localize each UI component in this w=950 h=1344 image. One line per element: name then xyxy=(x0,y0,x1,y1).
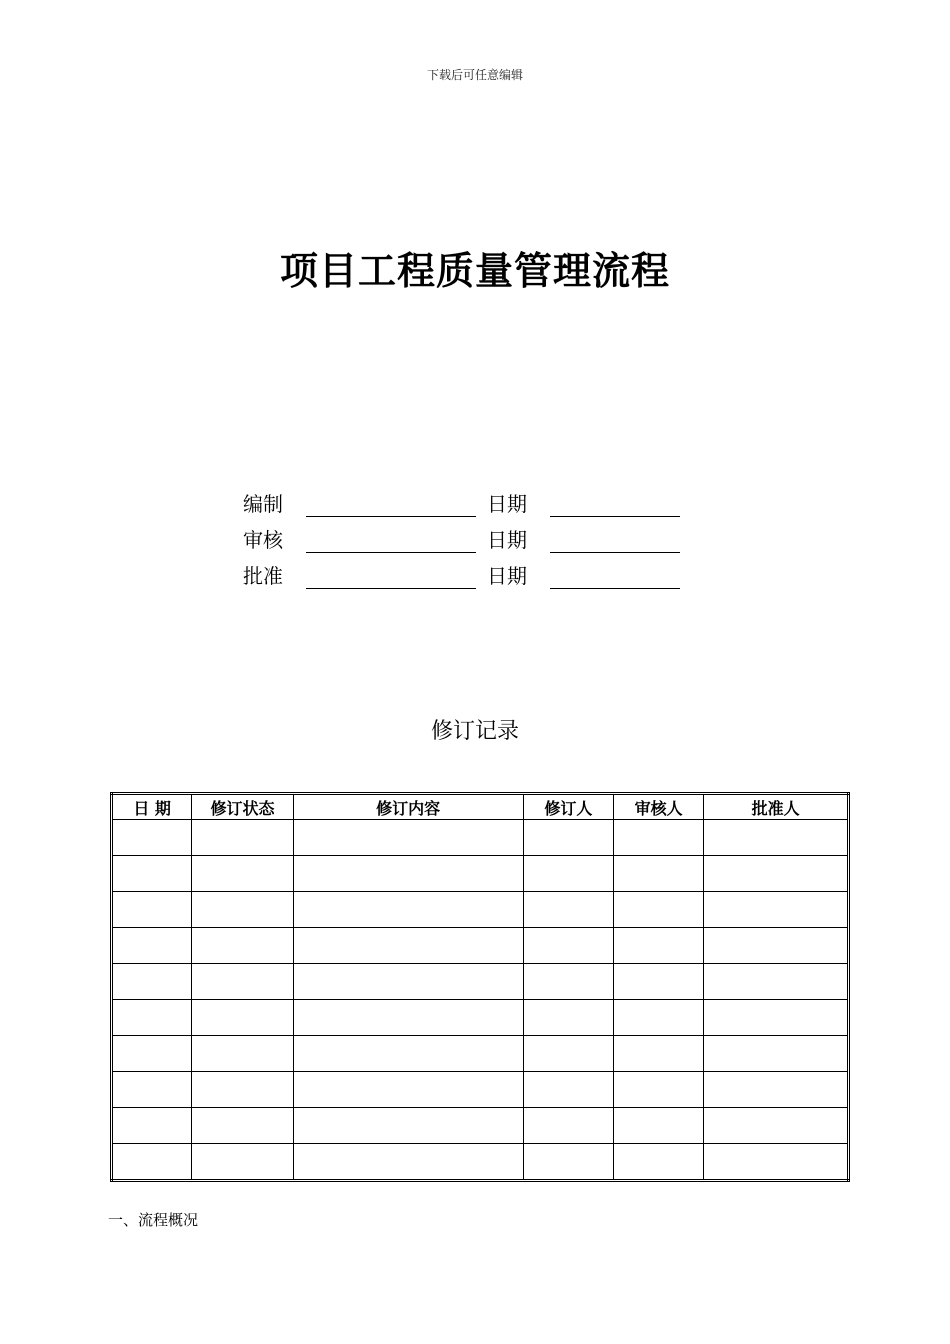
table-cell xyxy=(523,892,613,928)
signature-row-review xyxy=(243,522,703,558)
table-cell xyxy=(614,964,704,1000)
table-cell xyxy=(192,964,293,1000)
table-cell xyxy=(293,964,523,1000)
table-cell xyxy=(614,820,704,856)
table-row xyxy=(112,820,849,856)
table-cell xyxy=(704,892,849,928)
revision-table xyxy=(110,792,850,1182)
table-cell xyxy=(293,928,523,964)
revision-heading: 修订记录 xyxy=(430,719,519,744)
table-row xyxy=(112,1000,849,1036)
table-cell xyxy=(293,1108,523,1144)
table-cell xyxy=(614,1144,704,1181)
table-cell xyxy=(293,1072,523,1108)
table-cell xyxy=(112,820,192,856)
table-cell xyxy=(192,856,293,892)
date-line xyxy=(550,588,680,589)
signature-label: 审核 xyxy=(243,528,283,552)
table-cell xyxy=(192,1144,293,1181)
table-row xyxy=(112,1108,849,1144)
table-cell xyxy=(192,892,293,928)
signature-label: 批准 xyxy=(243,564,283,588)
table-cell xyxy=(523,856,613,892)
table-cell xyxy=(523,1000,613,1036)
table-row xyxy=(112,1072,849,1108)
section-heading: 一、流程概况 xyxy=(108,1211,199,1229)
table-cell xyxy=(704,1036,849,1072)
table-header-row xyxy=(112,794,849,820)
table-cell xyxy=(704,1000,849,1036)
table-cell xyxy=(293,1144,523,1181)
table-cell xyxy=(293,892,523,928)
table-cell xyxy=(112,928,192,964)
table-cell xyxy=(523,964,613,1000)
table-cell xyxy=(614,892,704,928)
signature-line xyxy=(306,588,476,589)
table-cell xyxy=(704,856,849,892)
signature-line xyxy=(306,516,476,517)
table-cell xyxy=(614,1000,704,1036)
table-cell xyxy=(293,1036,523,1072)
table-cell xyxy=(192,1036,293,1072)
table-cell xyxy=(293,856,523,892)
table-cell xyxy=(112,1000,192,1036)
signature-row-approve xyxy=(243,558,703,594)
table-cell xyxy=(523,1036,613,1072)
date-label: 日期 xyxy=(487,528,527,552)
column-header: 审核人 xyxy=(614,794,704,820)
table-cell xyxy=(192,928,293,964)
table-row xyxy=(112,964,849,1000)
table-cell xyxy=(112,1036,192,1072)
table-cell xyxy=(523,1144,613,1181)
table-cell xyxy=(614,928,704,964)
table-cell xyxy=(523,820,613,856)
revision-table-body xyxy=(112,820,849,1181)
table-row xyxy=(112,1036,849,1072)
table-cell xyxy=(112,856,192,892)
table-cell xyxy=(704,1072,849,1108)
table-cell xyxy=(614,1108,704,1144)
column-header: 修订人 xyxy=(523,794,613,820)
column-header: 修订内容 xyxy=(293,794,523,820)
signature-block xyxy=(243,486,703,594)
table-row xyxy=(112,856,849,892)
date-label: 日期 xyxy=(487,564,527,588)
table-cell xyxy=(704,820,849,856)
date-line xyxy=(550,552,680,553)
table-cell xyxy=(614,856,704,892)
table-row xyxy=(112,1144,849,1181)
table-row xyxy=(112,928,849,964)
date-label: 日期 xyxy=(487,492,527,516)
table-cell xyxy=(112,892,192,928)
table-cell xyxy=(614,1036,704,1072)
table-cell xyxy=(293,1000,523,1036)
table-cell xyxy=(704,1144,849,1181)
table-cell xyxy=(704,928,849,964)
column-header: 批准人 xyxy=(704,794,849,820)
document-title: 项目工程质量管理流程 xyxy=(279,248,670,293)
table-cell xyxy=(192,1000,293,1036)
table-cell xyxy=(192,1108,293,1144)
signature-line xyxy=(306,552,476,553)
signature-label: 编制 xyxy=(243,492,283,516)
signature-row-compile xyxy=(243,486,703,522)
table-cell xyxy=(112,1072,192,1108)
table-cell xyxy=(293,820,523,856)
table-cell xyxy=(614,1072,704,1108)
table-cell xyxy=(112,1144,192,1181)
header-note: 下载后可任意编辑 xyxy=(426,68,523,82)
table-row xyxy=(112,892,849,928)
table-cell xyxy=(112,1108,192,1144)
table-cell xyxy=(192,820,293,856)
date-line xyxy=(550,516,680,517)
table-cell xyxy=(704,964,849,1000)
table-cell xyxy=(523,1072,613,1108)
table-cell xyxy=(704,1108,849,1144)
table-cell xyxy=(112,964,192,1000)
column-header: 日 期 xyxy=(112,794,192,820)
table-cell xyxy=(523,928,613,964)
table-cell xyxy=(523,1108,613,1144)
column-header: 修订状态 xyxy=(192,794,293,820)
table-cell xyxy=(192,1072,293,1108)
